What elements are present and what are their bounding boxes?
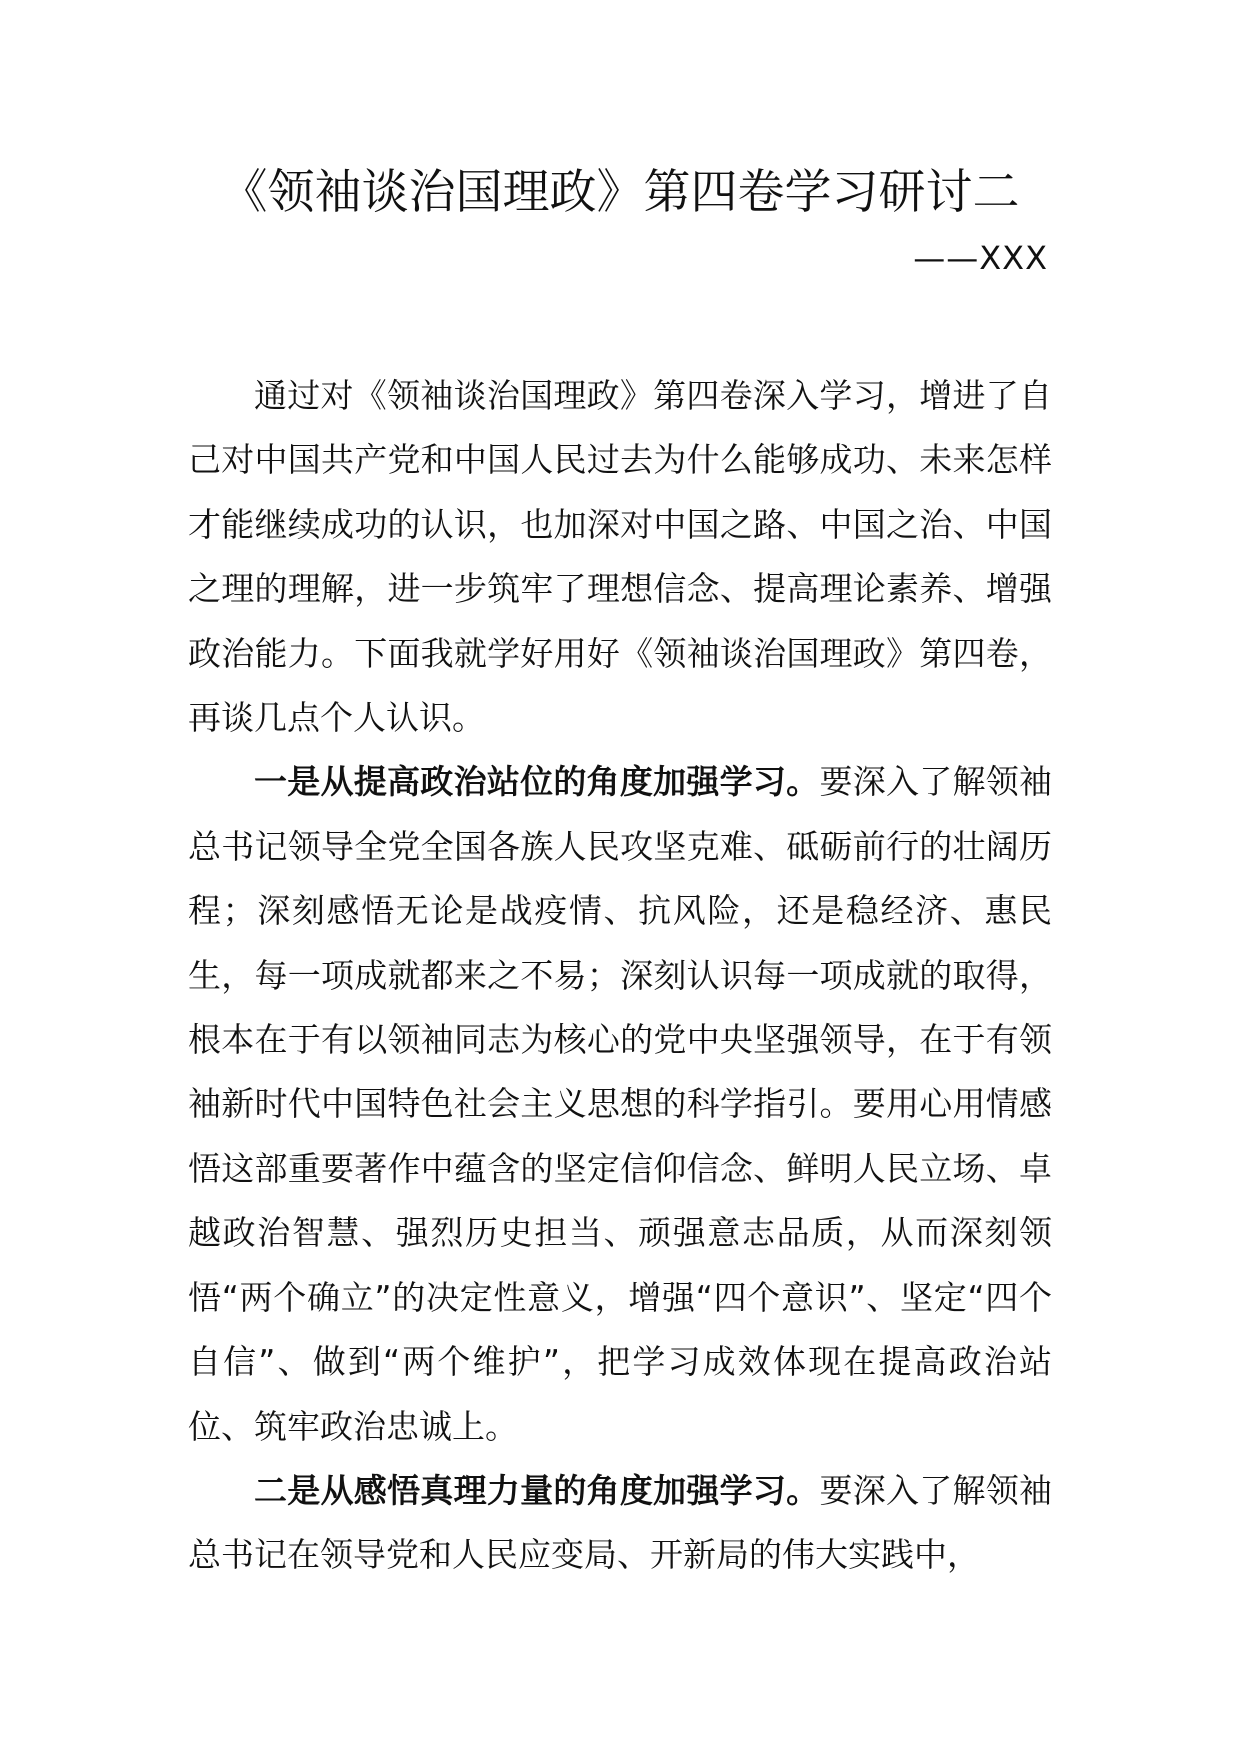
- paragraph-point-one: [188, 750, 1052, 1458]
- document-author: ——XXX: [913, 239, 1048, 277]
- paragraph-intro: [188, 364, 1052, 750]
- paragraph-point-two: [188, 1459, 1052, 1588]
- paragraph-lead: 一是从提高政治站位的角度加强学习。: [254, 762, 820, 802]
- document-body: [188, 364, 1052, 1588]
- paragraph-lead: 二是从感悟真理力量的角度加强学习。: [254, 1470, 820, 1510]
- paragraph-text: 要深入了解领袖总书记领导全党全国各族人民攻坚克难、砥砺前行的壮阔历程；深刻感悟无论是战疫情、抗风险，还是稳经济、惠民生，每一项成就都来之不易；深刻认识每一项成就的取得，根本在于有以领袖同志为核心的党中央坚强领导，在于有领袖新时代中国特色社会主义思想的科学指引。要用心用情感悟这部重要著作中蕴含的坚定信仰信念、鲜明人民立场、卓越政治智慧、强烈历史担当、顽强意志品质，从而深刻领悟“两个确立”的决定性意义，增强“四个意识”、坚定“四个自信”、做到“两个维护”，把学习成效体现在提高政治站位、筑牢政治忠诚上。: [188, 762, 1053, 1446]
- document-title: 《领袖谈治国理政》第四卷学习研讨二: [220, 165, 1020, 220]
- paragraph-text: 要深入了解领袖总书记在领导党和人民应变局、开新局的伟大实践中，: [188, 1470, 1053, 1575]
- paragraph-text: 通过对《领袖谈治国理政》第四卷深入学习，增进了自己对中国共产党和中国人民过去为什么能够成功、未来怎样才能继续成功的认识，也加深对中国之路、中国之治、中国之理的理解，进一步筑牢了理想信念、提高理论素养、增强政治能力。下面我就学好用好《领袖谈治国理政》第四卷，再谈几点个人认识。: [188, 376, 1052, 738]
